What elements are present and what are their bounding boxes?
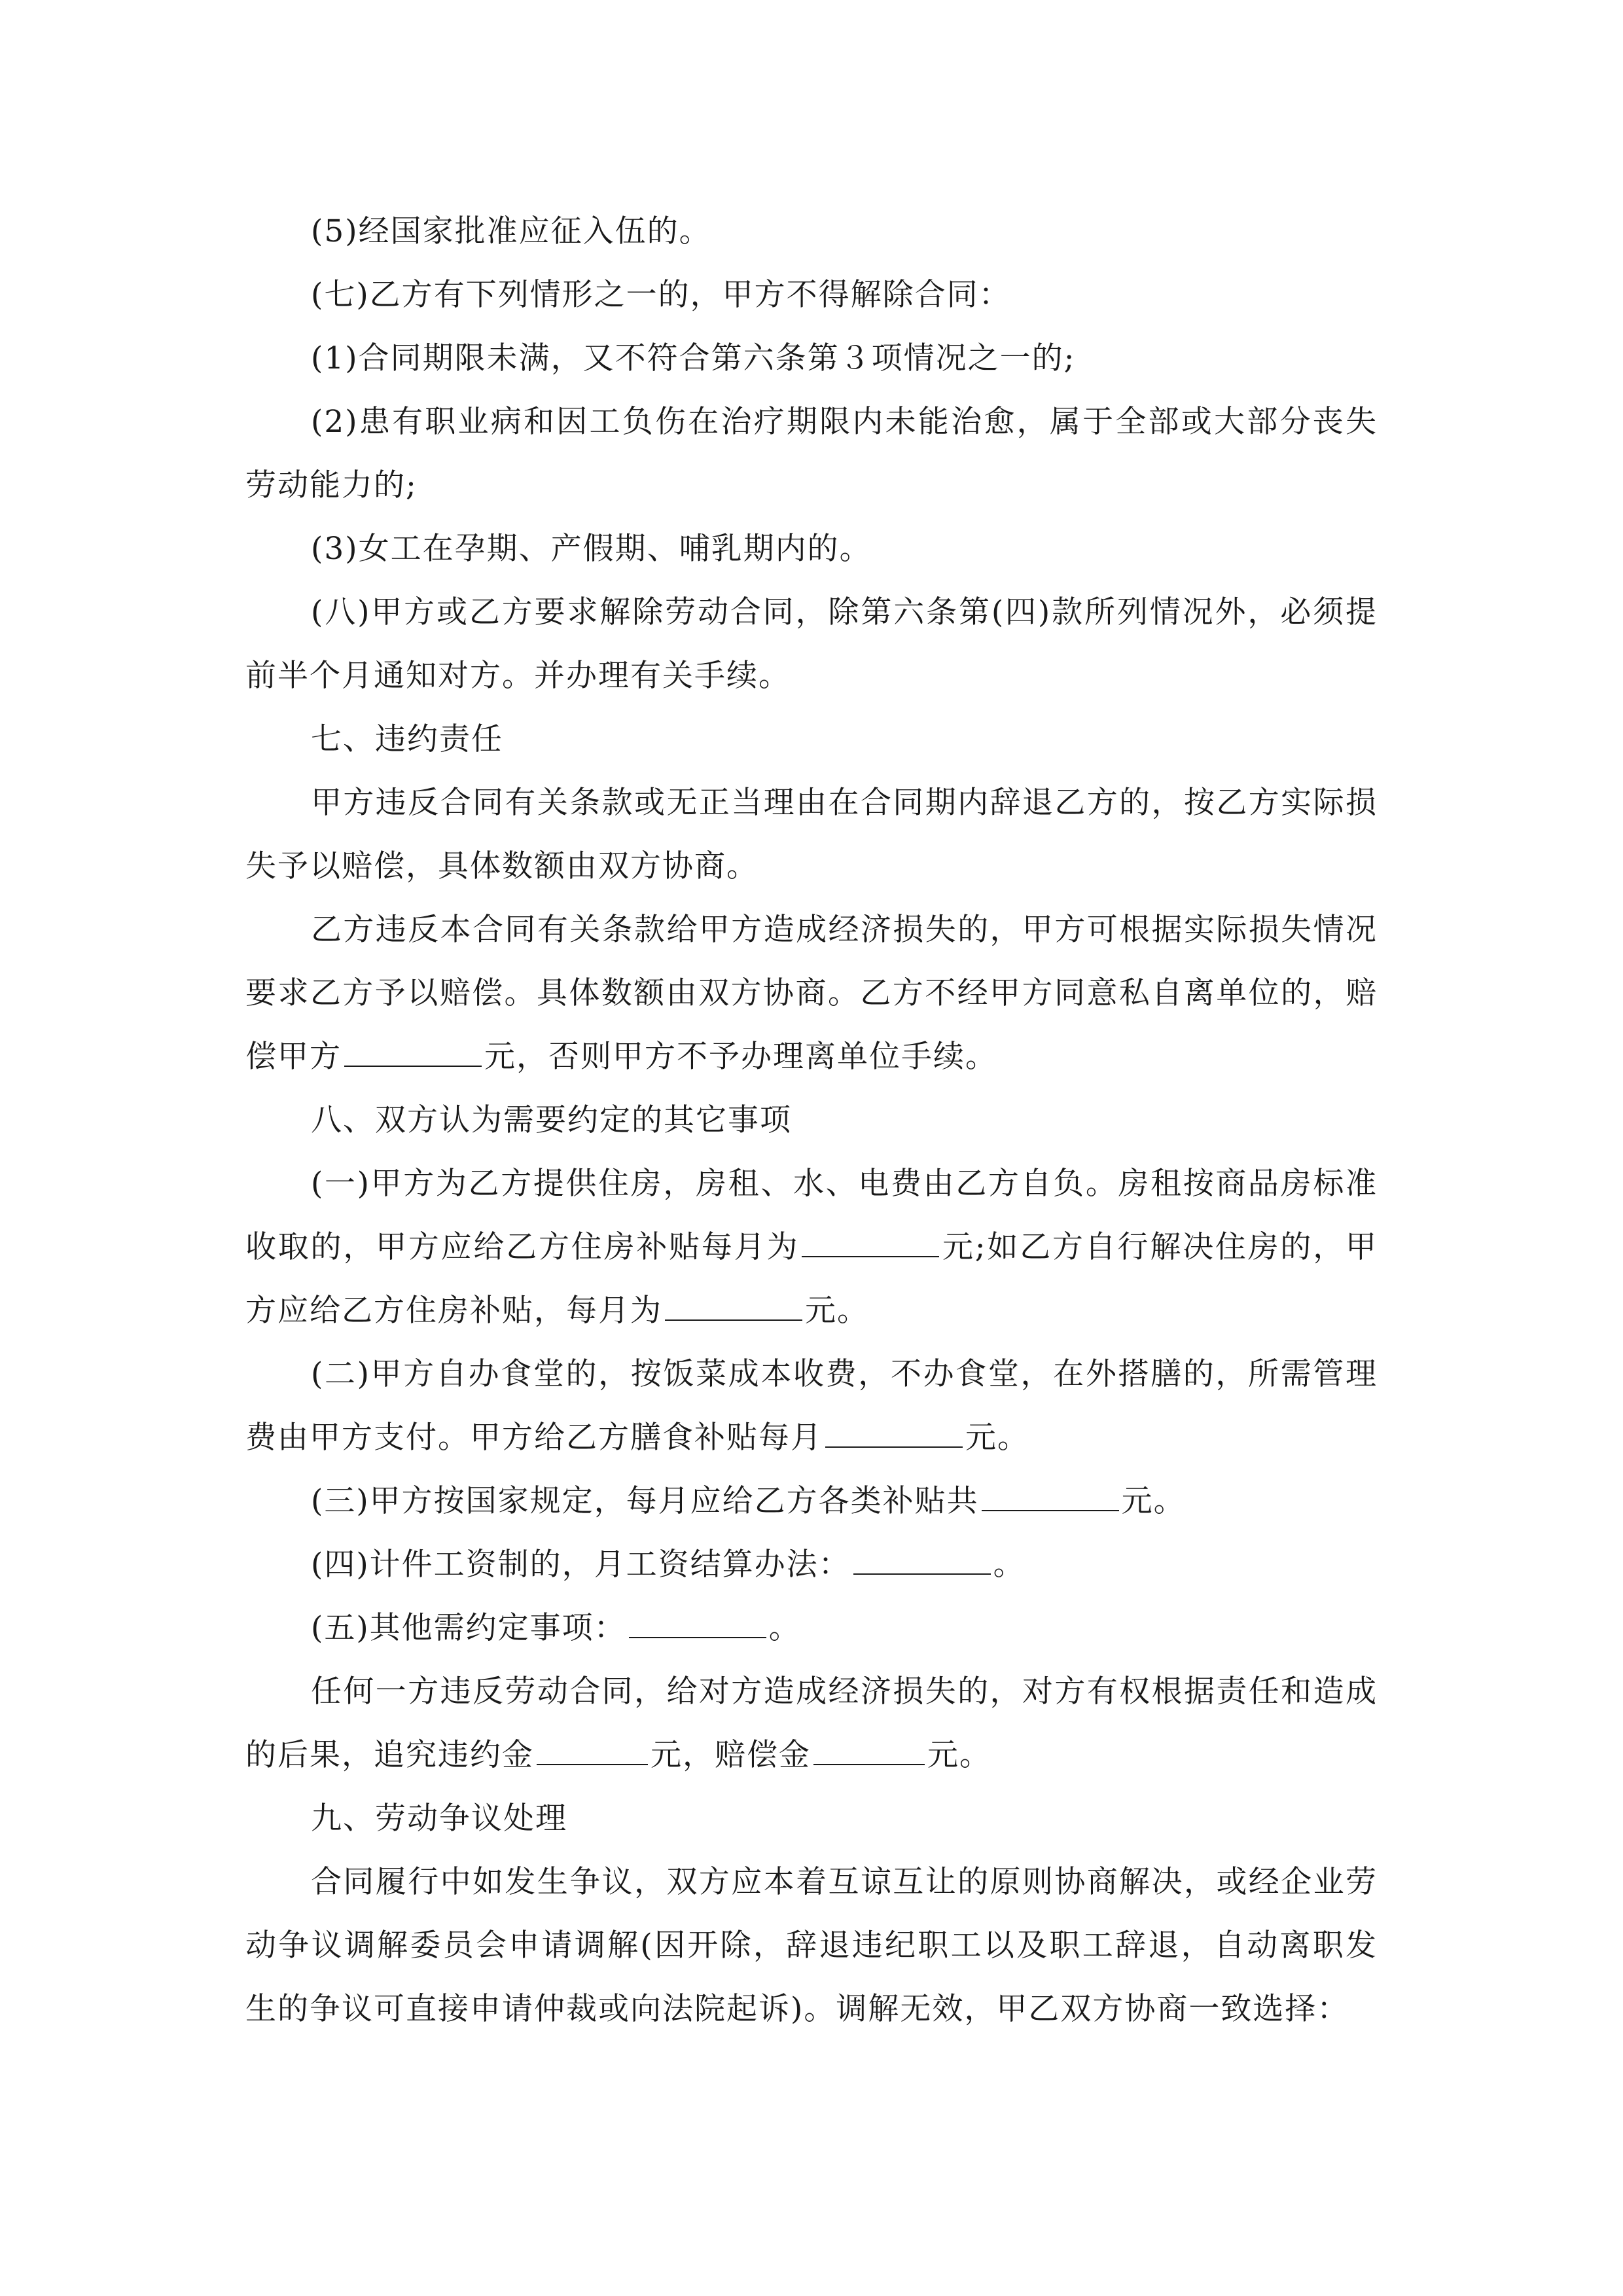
clause-item-5: (5)经国家批准应征入伍的。 <box>311 213 711 249</box>
text-segment: 元;如乙方自行解决住房的，甲方应给乙方住房补贴，每月为 <box>245 1229 1378 1329</box>
text-segment: 元。 <box>965 1420 1029 1456</box>
clause-7-item-3: (3)女工在孕期、产假期、哺乳期内的。 <box>311 531 872 567</box>
text-segment: (一)甲方为乙方提供住房，房租、水、电费由乙方自负。房租按商品房标准收取的，甲方应给乙方住房补贴每月为 <box>245 1166 1378 1265</box>
piecework-clause <box>245 1533 1378 1596</box>
text-segment: (五)其他需约定事项： <box>311 1610 626 1646</box>
party-b-breach-paragraph <box>245 898 1378 1088</box>
clause-8: (八)甲方或乙方要求解除劳动合同，除第六条第(四)款所列情况外，必须提前半个月通知对方。并办理有关手续。 <box>245 594 1378 694</box>
text-segment: (二)甲方自办食堂的，按饭菜成本收费，不办食堂，在外搭膳的，所需管理费由甲方支付。甲方给乙方膳食补贴每月 <box>245 1356 1378 1456</box>
housing-clause <box>245 1152 1378 1342</box>
fill-in-blank[interactable] <box>982 1484 1119 1511</box>
text-segment: 元，否则甲方不予办理离单位手续。 <box>484 1039 997 1075</box>
section-9-title: 九、劳动争议处理 <box>311 1801 567 1837</box>
section-8-title: 八、双方认为需要约定的其它事项 <box>311 1102 792 1138</box>
text-segment: 。 <box>993 1547 1026 1583</box>
text-segment: 元。 <box>1121 1483 1186 1519</box>
fill-in-blank[interactable] <box>629 1611 766 1638</box>
penalty-paragraph <box>245 1660 1378 1787</box>
fill-in-blank[interactable] <box>665 1293 802 1321</box>
text-segment: 。 <box>768 1610 801 1646</box>
fill-in-blank[interactable] <box>813 1738 925 1765</box>
canteen-clause <box>245 1342 1378 1469</box>
subsidy-clause <box>245 1469 1378 1533</box>
fill-in-blank[interactable] <box>853 1547 991 1575</box>
text-segment: 元，赔偿金 <box>651 1737 811 1773</box>
fill-in-blank[interactable] <box>825 1420 963 1448</box>
clause-7-item-1: (1)合同期限未满，又不符合第六条第３项情况之一的; <box>311 340 1076 376</box>
text-segment: 元。 <box>927 1737 991 1773</box>
text-segment: 乙方违反本合同有关条款给甲方造成经济损失的，甲方可根据实际损失情况要求乙方予以赔偿。具体数额由双方协商。乙方不经甲方同意私自离单位的，赔偿甲方 <box>245 912 1378 1075</box>
section-7-title: 七、违约责任 <box>311 721 503 757</box>
text-segment: 元。 <box>805 1293 869 1329</box>
fill-in-blank[interactable] <box>537 1738 648 1765</box>
other-matters-clause <box>245 1596 1378 1660</box>
dispute-paragraph: 合同履行中如发生争议，双方应本着互谅互让的原则协商解决，或经企业劳动争议调解委员会申请调解(因开除，辞退违纪职工以及职工辞退，自动离职发生的争议可直接申请仲裁或向法院起诉)。调解无效，甲乙双方协商一致选择： <box>245 1864 1378 2027</box>
text-segment: 任何一方违反劳动合同，给对方造成经济损失的，对方有权根据责任和造成的后果，追究违约金 <box>245 1674 1378 1773</box>
document-body <box>245 200 1378 2041</box>
fill-in-blank[interactable] <box>802 1230 939 1257</box>
clause-7-heading: (七)乙方有下列情形之一的，甲方不得解除合同： <box>311 277 1011 313</box>
text-segment: (三)甲方按国家规定，每月应给乙方各类补贴共 <box>311 1483 979 1519</box>
clause-7-item-2: (2)患有职业病和因工负伤在治疗期限内未能治愈，属于全部或大部分丧失劳动能力的; <box>245 404 1378 503</box>
text-segment: (四)计件工资制的，月工资结算办法： <box>311 1547 851 1583</box>
fill-in-blank[interactable] <box>344 1039 482 1067</box>
party-a-breach-paragraph: 甲方违反合同有关条款或无正当理由在合同期内辞退乙方的，按乙方实际损失予以赔偿，具体数额由双方协商。 <box>245 785 1378 884</box>
